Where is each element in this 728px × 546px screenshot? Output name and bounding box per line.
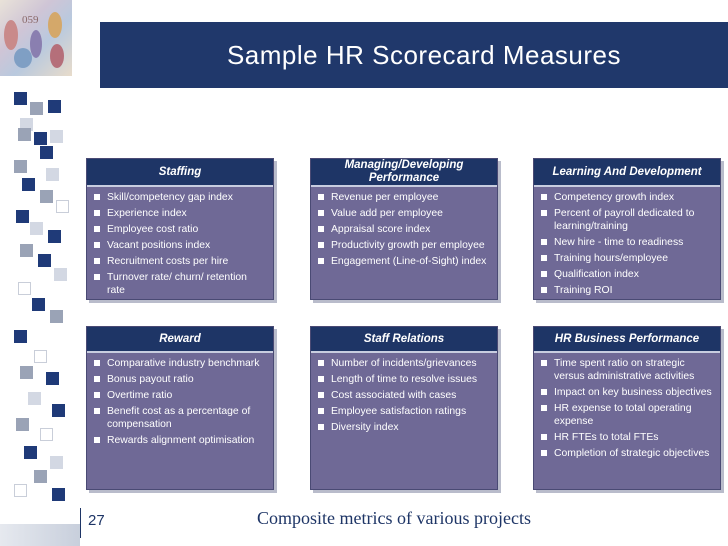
bullet-icon [318, 194, 324, 200]
panel-list [87, 353, 273, 454]
decor-square [40, 146, 53, 159]
decor-square [56, 200, 69, 213]
slide-title: Sample HR Scorecard Measures [226, 39, 622, 70]
bullet-icon [318, 424, 324, 430]
list-item: HR FTEs to total FTEs [540, 431, 714, 444]
list-item: Overtime ratio [93, 389, 267, 402]
list-item: Impact on key business objectives [540, 386, 714, 399]
decor-square [48, 100, 61, 113]
decor-square [50, 130, 63, 143]
decor-square [18, 128, 31, 141]
bullet-icon [541, 255, 547, 261]
decor-square [34, 350, 47, 363]
list-item: Competency growth index [540, 191, 714, 204]
panel-learning-development [533, 158, 721, 300]
panel-hr-business-performance [533, 326, 721, 490]
bullet-icon [541, 210, 547, 216]
list-item: Qualification index [540, 268, 714, 281]
decor-square [40, 190, 53, 203]
list-item: Recruitment costs per hire [93, 255, 267, 268]
list-item: Revenue per employee [317, 191, 491, 204]
list-item: Training hours/employee [540, 252, 714, 265]
list-item: Appraisal score index [317, 223, 491, 236]
decor-square [52, 404, 65, 417]
bullet-icon [318, 360, 324, 366]
list-item: Engagement (Line-of-Sight) index [317, 255, 491, 268]
collage-figure [4, 20, 18, 50]
list-item: Percent of payroll dedicated to learning/training [540, 207, 714, 233]
collage-figure [30, 30, 42, 58]
list-item: Length of time to resolve issues [317, 373, 491, 386]
list-item: Value add per employee [317, 207, 491, 220]
list-item: Cost associated with cases [317, 389, 491, 402]
decor-square [34, 132, 47, 145]
panel-staffing [86, 158, 274, 300]
list-item: Number of incidents/grievances [317, 357, 491, 370]
panel-list [87, 187, 273, 304]
bullet-icon [94, 210, 100, 216]
list-item: HR expense to total operating expense [540, 402, 714, 428]
collage-figure [50, 44, 64, 68]
decor-square [14, 330, 27, 343]
bullet-icon [318, 226, 324, 232]
decor-square [22, 178, 35, 191]
decor-square [46, 372, 59, 385]
list-item: Completion of strategic objectives [540, 447, 714, 460]
slide-caption: Composite metrics of various projects [257, 508, 531, 528]
bullet-icon [318, 392, 324, 398]
panel-heading: Staffing [87, 159, 273, 187]
bullet-icon [94, 360, 100, 366]
decor-square [50, 456, 63, 469]
list-item: Time spent ratio on strategic versus administrative activities [540, 357, 714, 383]
decor-square [24, 446, 37, 459]
decor-square [18, 282, 31, 295]
bullet-icon [541, 389, 547, 395]
decor-square [50, 310, 63, 323]
list-item: Rewards alignment optimisation [93, 434, 267, 447]
bullet-icon [318, 408, 324, 414]
collage-figure [48, 12, 62, 38]
panel-list [311, 187, 497, 275]
bullet-icon [541, 360, 547, 366]
decor-square [34, 470, 47, 483]
decor-square [14, 484, 27, 497]
panel-heading: Reward [87, 327, 273, 353]
decor-square [32, 298, 45, 311]
bullet-icon [541, 271, 547, 277]
panel-heading: Staff Relations [311, 327, 497, 353]
bullet-icon [318, 376, 324, 382]
bullet-icon [541, 434, 547, 440]
bullet-icon [94, 226, 100, 232]
logo-number: 059 [22, 14, 39, 26]
list-item: New hire - time to readiness [540, 236, 714, 249]
bullet-icon [318, 258, 324, 264]
decor-square [30, 222, 43, 235]
bullet-icon [541, 239, 547, 245]
bullet-icon [94, 274, 100, 280]
decor-square [46, 168, 59, 181]
decor-square [14, 160, 27, 173]
bullet-icon [94, 392, 100, 398]
decor-square [16, 210, 29, 223]
decor-square [20, 366, 33, 379]
title-banner [100, 22, 728, 88]
decor-square [16, 418, 29, 431]
bullet-icon [94, 258, 100, 264]
panel-list [534, 353, 720, 467]
list-item: Diversity index [317, 421, 491, 434]
decor-square [38, 254, 51, 267]
panel-managing-performance [310, 158, 498, 300]
bullet-icon [318, 210, 324, 216]
list-item: Benefit cost as a percentage of compensation [93, 405, 267, 431]
list-item: Experience index [93, 207, 267, 220]
list-item: Skill/competency gap index [93, 191, 267, 204]
list-item: Comparative industry benchmark [93, 357, 267, 370]
panel-list [534, 187, 720, 304]
decor-square [52, 488, 65, 501]
decor-square [54, 268, 67, 281]
panel-list [311, 353, 497, 441]
panel-staff-relations [310, 326, 498, 490]
bullet-icon [541, 450, 547, 456]
decor-square [30, 102, 43, 115]
bullet-icon [541, 405, 547, 411]
list-item: Bonus payout ratio [93, 373, 267, 386]
decor-square [14, 92, 27, 105]
decor-square [40, 428, 53, 441]
panel-heading: Managing/Developing Performance [311, 159, 497, 187]
bullet-icon [94, 242, 100, 248]
list-item: Employee satisfaction ratings [317, 405, 491, 418]
decor-square [20, 244, 33, 257]
decor-square [28, 392, 41, 405]
bullet-icon [541, 287, 547, 293]
bullet-icon [318, 242, 324, 248]
list-item: Employee cost ratio [93, 223, 267, 236]
bullet-icon [94, 194, 100, 200]
page-number: 27 [88, 512, 105, 529]
panel-heading: HR Business Performance [534, 327, 720, 353]
list-item: Vacant positions index [93, 239, 267, 252]
decor-square [48, 230, 61, 243]
panel-reward [86, 326, 274, 490]
bullet-icon [94, 376, 100, 382]
list-item: Turnover rate/ churn/ retention rate [93, 271, 267, 297]
panel-heading: Learning And Development [534, 159, 720, 187]
bullet-icon [94, 437, 100, 443]
list-item: Training ROI [540, 284, 714, 297]
logo-collage [0, 0, 72, 76]
list-item: Productivity growth per employee [317, 239, 491, 252]
bullet-icon [94, 408, 100, 414]
collage-figure [14, 48, 32, 68]
bullet-icon [541, 194, 547, 200]
